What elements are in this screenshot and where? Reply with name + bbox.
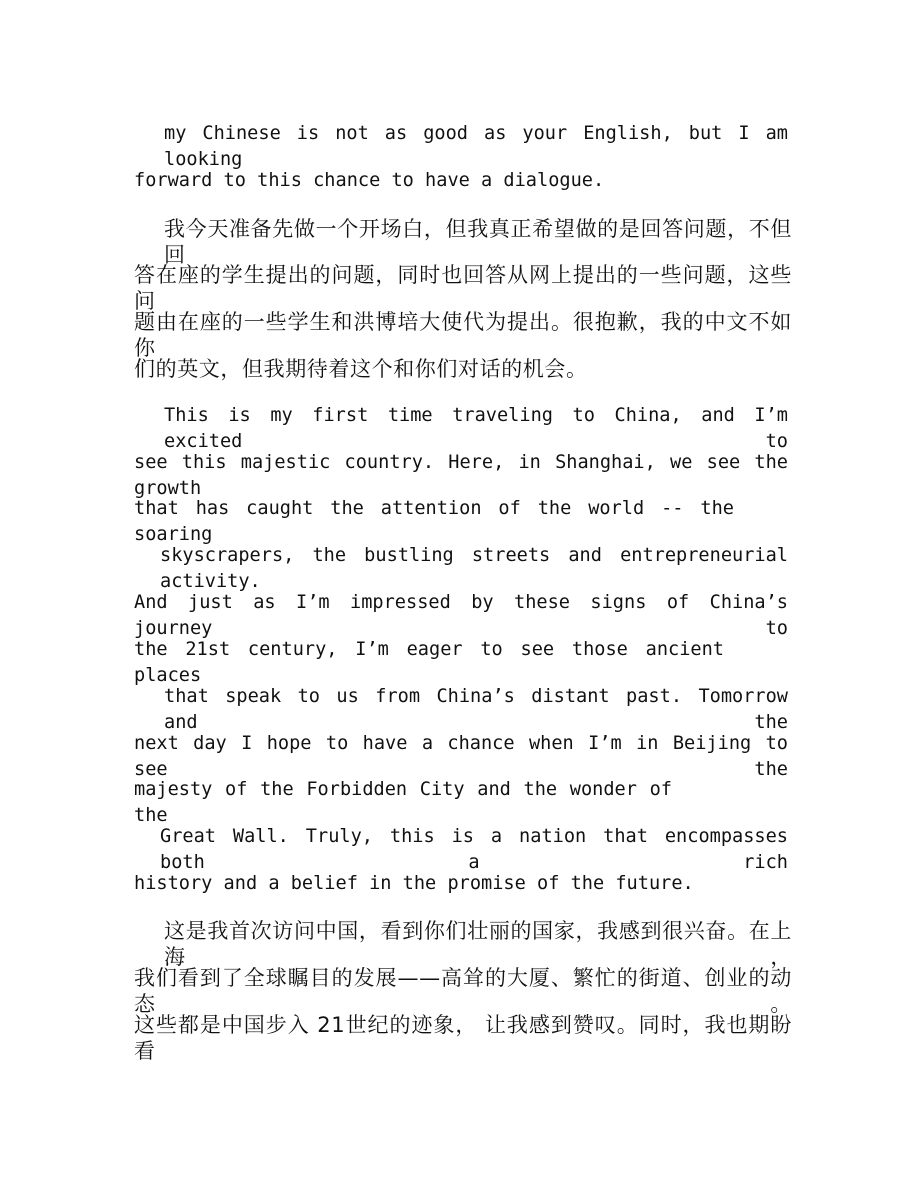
- paragraph-line: 答在座的学生提出的问题，同时也回答从网上提出的一些问题，这些问: [134, 263, 792, 313]
- paragraph-line: history and a belief in the promise of the future.: [134, 873, 694, 894]
- paragraph-line: 们的英文，但我期待着这个和你们对话的机会。: [134, 357, 588, 381]
- paragraph-line: 这些都是中国步入 21世纪的迹象， 让我感到赞叹。同时，我也期盼看: [134, 1013, 792, 1063]
- paragraph-line: skyscrapers, the bustling streets and entrepreneurial activity.: [160, 545, 788, 592]
- paragraph-line: my Chinese is not as good as your English, but I am looking: [164, 123, 788, 170]
- paragraph-line: see this majestic country. Here, in Shanghai, we see the growth: [134, 452, 788, 499]
- paragraph-line: 我们看到了全球瞩目的发展——高耸的大厦、繁忙的街道、创业的动态。: [134, 966, 792, 1016]
- paragraph-line: 我今天准备先做一个开场白，但我真正希望做的是回答问题，不但回: [164, 217, 792, 267]
- paragraph-line: forward to this chance to have a dialogue.: [134, 170, 605, 191]
- paragraph-line: Great Wall. Truly, this is a nation that encompasses both a rich: [160, 826, 788, 873]
- paragraph-line: And just as I’m impressed by these signs of China’s journey to: [134, 592, 788, 639]
- paragraph-line: the 21st century, I’m eager to see those ancient places: [134, 639, 724, 686]
- paragraph-line: that speak to us from China’s distant past. Tomorrow and the: [164, 686, 788, 733]
- paragraph-line: 题由在座的一些学生和洪博培大使代为提出。很抱歉，我的中文不如你: [134, 310, 792, 360]
- paragraph-line: next day I hope to have a chance when I’m in Beijing to see the: [134, 733, 788, 780]
- paragraph-line: that has caught the attention of the world -- the soaring: [134, 498, 734, 545]
- paragraph-line: 这是我首次访问中国，看到你们壮丽的国家，我感到很兴奋。在上海，: [164, 919, 792, 969]
- paragraph-line: majesty of the Forbidden City and the wonder of the: [134, 779, 672, 826]
- paragraph-line: This is my first time traveling to China, and I’m excited to: [164, 405, 788, 452]
